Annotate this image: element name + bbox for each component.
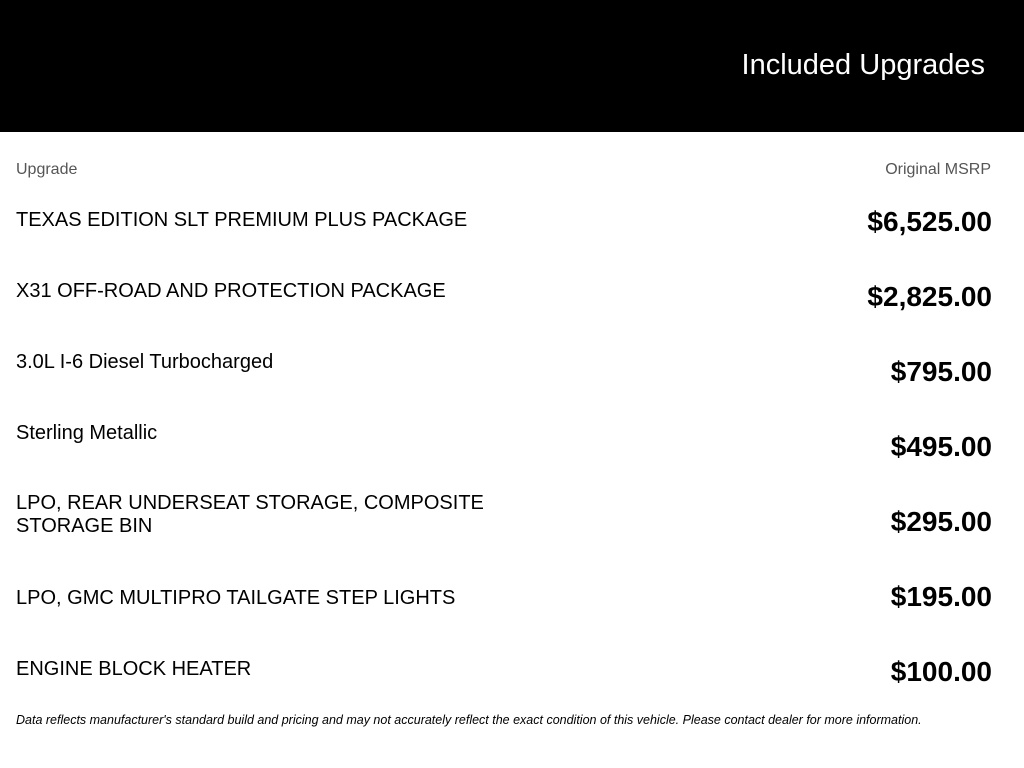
page-title: Included Upgrades — [741, 49, 985, 81]
upgrade-price: $195.00 — [890, 581, 992, 612]
upgrade-price: $295.00 — [890, 506, 992, 537]
column-header-msrp: Original MSRP — [885, 161, 991, 178]
upgrade-price: $795.00 — [890, 356, 992, 387]
upgrade-name: ENGINE BLOCK HEATER — [16, 658, 252, 680]
upgrade-name: LPO, REAR UNDERSEAT STORAGE, COMPOSITE STORAGE BIN — [16, 492, 484, 537]
upgrade-price: $6,525.00 — [867, 206, 992, 237]
upgrade-price: $100.00 — [890, 656, 992, 687]
header-banner — [0, 0, 1024, 132]
disclaimer-text: Data reflects manufacturer's standard build and pricing and may not accurately reflect the exact condition of this vehicle. Please contact dealer for more information. — [16, 713, 922, 727]
upgrade-price: $2,825.00 — [867, 281, 992, 312]
column-header-upgrade: Upgrade — [16, 161, 78, 178]
upgrade-name: X31 OFF-ROAD AND PROTECTION PACKAGE — [16, 280, 446, 302]
upgrade-name: Sterling Metallic — [16, 422, 158, 444]
upgrade-name: TEXAS EDITION SLT PREMIUM PLUS PACKAGE — [16, 209, 468, 231]
upgrade-name: LPO, GMC MULTIPRO TAILGATE STEP LIGHTS — [16, 587, 456, 609]
upgrade-name: 3.0L I-6 Diesel Turbocharged — [16, 351, 274, 373]
upgrade-price: $495.00 — [890, 431, 992, 462]
